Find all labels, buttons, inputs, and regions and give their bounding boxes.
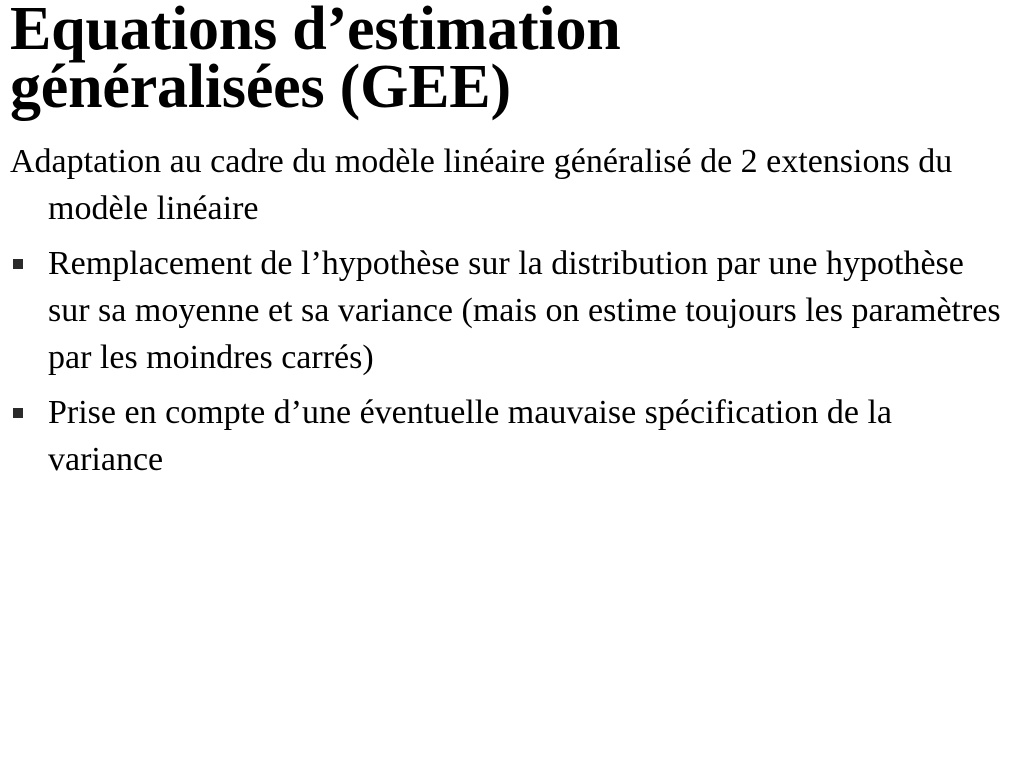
slide-body [10, 138, 1010, 483]
bullet-item [10, 240, 1010, 381]
slide-title-line-2: généralisées (GEE) [10, 53, 511, 121]
slide-title-line-1: Equations d’estimation [10, 0, 621, 63]
intro-paragraph: Adaptation au cadre du modèle linéaire généralisé de 2 extensions du modèle linéaire [10, 143, 953, 227]
bullet-text: Remplacement de l’hypothèse sur la distribution par une hypothèse sur sa moyenne et sa variance (mais on estime toujours les paramètres par les moindres carrés) [48, 245, 1001, 376]
square-bullet-icon [13, 259, 23, 269]
bullet-list [10, 240, 1010, 483]
bullet-item [10, 389, 1010, 483]
slide-title [10, 0, 1010, 121]
square-bullet-icon [13, 408, 23, 418]
bullet-text: Prise en compte d’une éventuelle mauvaise spécification de la variance [48, 394, 893, 478]
